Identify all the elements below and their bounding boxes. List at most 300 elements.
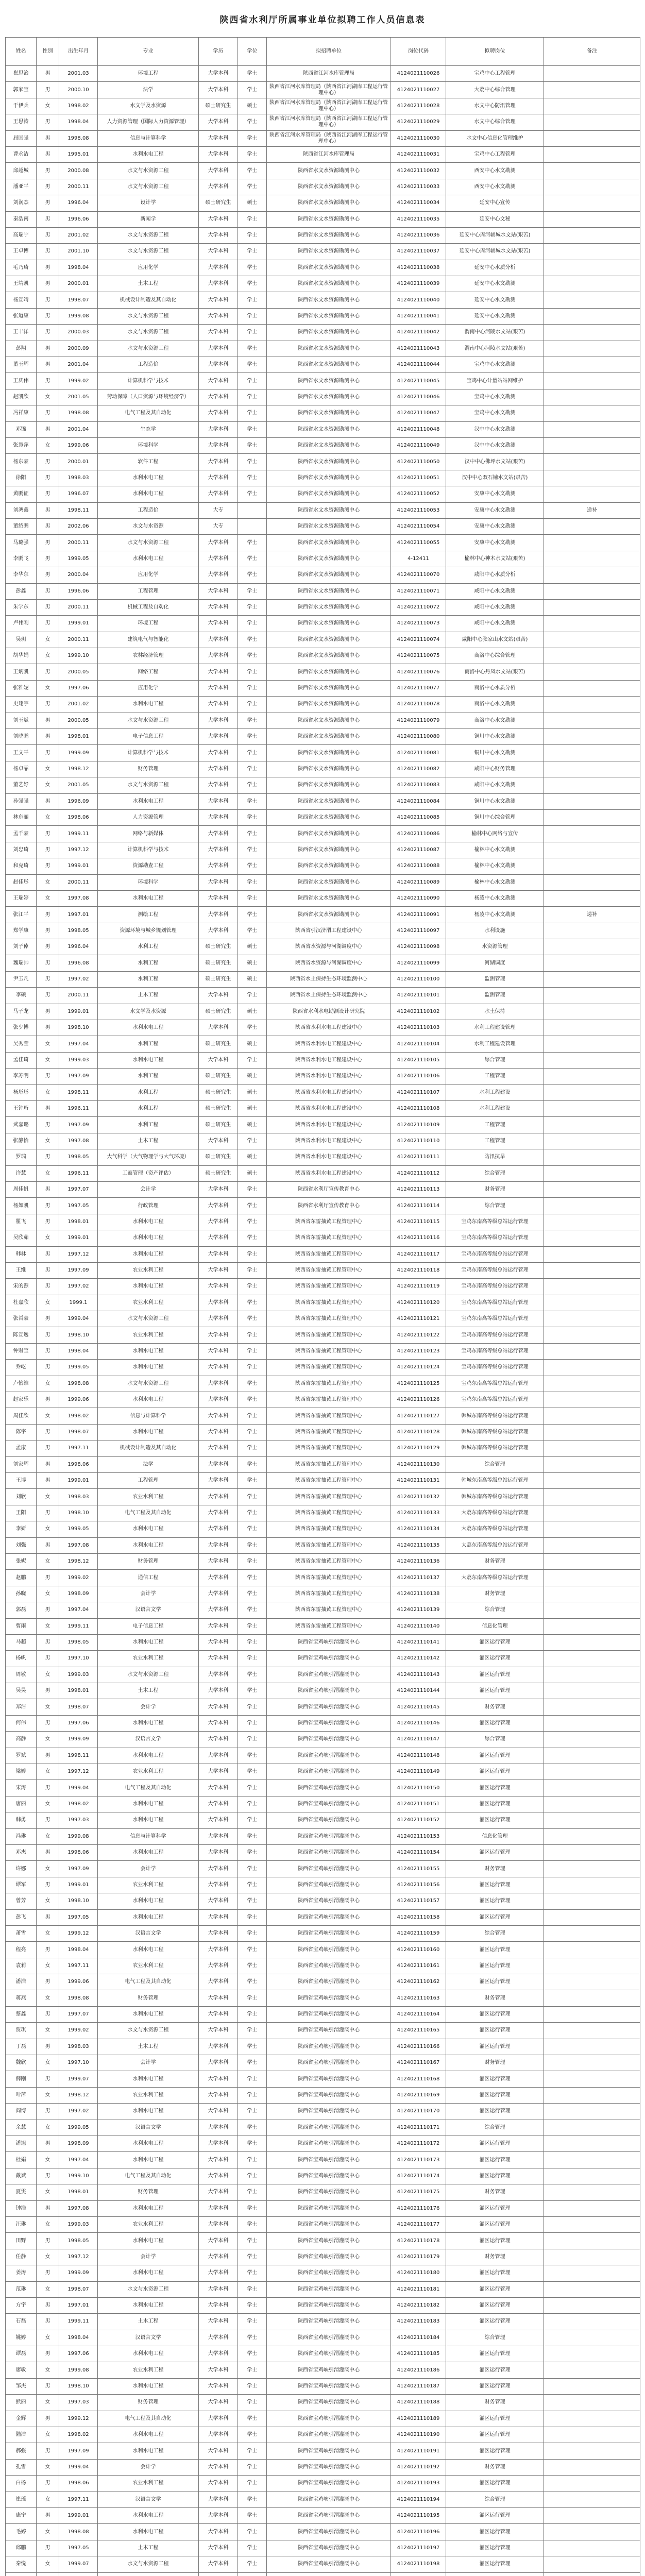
- degree-cell: 学士: [238, 2136, 267, 2152]
- post-code-cell: 4124021110102: [391, 1004, 446, 1020]
- gender-cell: 男: [37, 2265, 59, 2281]
- table-row: [6, 1505, 640, 1521]
- education-cell: 大学本科: [199, 1133, 238, 1149]
- name-cell: 孟佳琦: [6, 1052, 37, 1068]
- degree-cell: 学士: [238, 2443, 267, 2459]
- birth-cell: 1998.02: [59, 1408, 98, 1424]
- table-row: [6, 2136, 640, 2152]
- post-code-cell: 4124021110122: [391, 1327, 446, 1343]
- gender-cell: 男: [37, 1424, 59, 1440]
- remark-cell: [544, 82, 640, 98]
- unit-cell: 陕西省东雷抽黄工程管理中心: [267, 1360, 391, 1376]
- birth-cell: 1998.10: [59, 1505, 98, 1521]
- degree-cell: 学士: [238, 874, 267, 890]
- table-row: [6, 1958, 640, 1974]
- birth-cell: 1998.12: [59, 1553, 98, 1569]
- education-cell: 大学本科: [199, 244, 238, 260]
- unit-cell: 陕西省东雷抽黄工程管理中心: [267, 1392, 391, 1408]
- education-cell: 大学本科: [199, 2249, 238, 2265]
- remark-cell: [544, 1456, 640, 1472]
- remark-cell: [544, 1036, 640, 1052]
- table-row: [6, 2362, 640, 2378]
- table-row: [6, 195, 640, 211]
- unit-cell: 陕西省东雷抽黄工程管理中心: [267, 1327, 391, 1343]
- degree-cell: 学士: [238, 1683, 267, 1699]
- post-code-cell: 4124021110160: [391, 1942, 446, 1958]
- birth-cell: 2001.03: [59, 66, 98, 82]
- major-cell: 土木工程: [98, 2039, 199, 2055]
- post-cell: 财务管理: [446, 2055, 544, 2071]
- name-cell: 李妍: [6, 1521, 37, 1537]
- post-cell: 财务管理: [446, 2459, 544, 2475]
- table-row: [6, 858, 640, 874]
- table-row: [6, 1214, 640, 1230]
- degree-cell: 硕士: [238, 1117, 267, 1133]
- post-cell: 财务管理: [446, 1990, 544, 2006]
- table-row: [6, 2556, 640, 2572]
- name-cell: 赵佳彤: [6, 874, 37, 890]
- major-cell: 水利水电工程: [98, 1246, 199, 1262]
- education-cell: 大学本科: [199, 680, 238, 696]
- birth-cell: 2000.11: [59, 535, 98, 551]
- unit-cell: 陕西省水文水资源勘测中心: [267, 761, 391, 777]
- gender-cell: 男: [37, 1440, 59, 1456]
- major-cell: 会计学: [98, 1586, 199, 1602]
- remark-cell: [544, 1408, 640, 1424]
- table-row: [6, 1036, 640, 1052]
- table-row: [6, 826, 640, 842]
- table-row: [6, 405, 640, 421]
- header-birth: 出生年月: [59, 38, 98, 66]
- post-code-cell: 4124021110148: [391, 1748, 446, 1764]
- remark-cell: [544, 1230, 640, 1246]
- table-row: [6, 130, 640, 146]
- post-cell: 综合管理: [446, 1198, 544, 1214]
- gender-cell: 女: [37, 2184, 59, 2200]
- name-cell: 田野: [6, 2233, 37, 2249]
- degree-cell: 学士: [238, 2297, 267, 2313]
- post-cell: 财务管理: [446, 2184, 544, 2200]
- name-cell: 彭飞: [6, 1909, 37, 1925]
- major-cell: 水利水电工程: [98, 1909, 199, 1925]
- birth-cell: 1998.01: [59, 1683, 98, 1699]
- degree-cell: 学士: [238, 648, 267, 664]
- education-cell: 大学本科: [199, 211, 238, 227]
- unit-cell: 陕西省宝鸡峡引渭灌溉中心: [267, 1893, 391, 1909]
- birth-cell: 1999.06: [59, 437, 98, 453]
- major-cell: 工程造价: [98, 357, 199, 373]
- birth-cell: 2000.04: [59, 567, 98, 583]
- education-cell: 大学本科: [199, 1181, 238, 1197]
- table-row: [6, 1020, 640, 1036]
- post-cell: 韩城东南高等级总站运行管理: [446, 1424, 544, 1440]
- post-cell: 灌区运行管理: [446, 1893, 544, 1909]
- degree-cell: 学士: [238, 551, 267, 567]
- post-code-cell: 4124021110041: [391, 308, 446, 324]
- remark-cell: [544, 616, 640, 632]
- education-cell: 大学本科: [199, 809, 238, 825]
- remark-cell: [544, 292, 640, 308]
- gender-cell: 男: [37, 939, 59, 955]
- major-cell: 汉语言文学: [98, 1925, 199, 1941]
- major-cell: 水利水电工程: [98, 2006, 199, 2022]
- degree-cell: 学士: [238, 2265, 267, 2281]
- unit-cell: 陕西省宝鸡峡引渭灌溉中心: [267, 1699, 391, 1715]
- gender-cell: 男: [37, 2233, 59, 2249]
- post-cell: 灌区运行管理: [446, 2071, 544, 2087]
- major-cell: 新闻学: [98, 211, 199, 227]
- birth-cell: 1999.03: [59, 2216, 98, 2232]
- post-cell: 综合管理: [446, 2120, 544, 2136]
- education-cell: 大学本科: [199, 341, 238, 357]
- unit-cell: 陕西省水文水资源勘测中心: [267, 777, 391, 793]
- major-cell: 水利水电工程: [98, 1343, 199, 1359]
- table-row: [6, 2023, 640, 2039]
- name-cell: 蒋燕: [6, 1990, 37, 2006]
- unit-cell: 陕西省水文水资源勘测中心: [267, 616, 391, 632]
- gender-cell: 男: [37, 842, 59, 858]
- gender-cell: 男: [37, 373, 59, 389]
- table-row: [6, 1667, 640, 1683]
- education-cell: 大学本科: [199, 1732, 238, 1748]
- post-code-cell: 4124021110139: [391, 1602, 446, 1618]
- degree-cell: 硕士: [238, 1004, 267, 1020]
- post-cell: 水文中心综合管理: [446, 114, 544, 130]
- post-code-cell: 4124021110108: [391, 1101, 446, 1117]
- degree-cell: 学士: [238, 2104, 267, 2120]
- gender-cell: 男: [37, 664, 59, 680]
- table-row: [6, 1360, 640, 1376]
- gender-cell: 男: [37, 66, 59, 82]
- post-cell: 灌区运行管理: [446, 2136, 544, 2152]
- unit-cell: 陕西省东雷抽黄工程管理中心: [267, 1521, 391, 1537]
- remark-cell: [544, 1570, 640, 1586]
- post-code-cell: 4124021110195: [391, 2507, 446, 2523]
- birth-cell: 1998.12: [59, 761, 98, 777]
- post-code-cell: 4124021110101: [391, 988, 446, 1004]
- unit-cell: 陕西省宝鸡峡引渭灌溉中心: [267, 2378, 391, 2394]
- post-cell: 韩城东南高等级总站运行管理: [446, 1440, 544, 1456]
- birth-cell: 1996.08: [59, 955, 98, 971]
- degree-cell: 学士: [238, 1715, 267, 1731]
- post-cell: 水利工程建设: [446, 1101, 544, 1117]
- degree-cell: 学士: [238, 2120, 267, 2136]
- degree-cell: 学士: [238, 2507, 267, 2523]
- gender-cell: 女: [37, 2330, 59, 2346]
- post-cell: 信息化管理: [446, 1618, 544, 1634]
- post-cell: 灌区运行管理: [446, 1909, 544, 1925]
- gender-cell: 女: [37, 648, 59, 664]
- remark-cell: [544, 1732, 640, 1748]
- post-cell: 灌区运行管理: [446, 2443, 544, 2459]
- table-row: [6, 146, 640, 162]
- birth-cell: 2002.06: [59, 518, 98, 534]
- remark-cell: [544, 518, 640, 534]
- remark-cell: [544, 1925, 640, 1941]
- major-cell: 工商管理（资产评估）: [98, 1165, 199, 1181]
- birth-cell: 1999.09: [59, 745, 98, 761]
- name-cell: 王炳凯: [6, 664, 37, 680]
- unit-cell: 陕西省东雷抽黄工程管理中心: [267, 1311, 391, 1327]
- major-cell: 水利工程: [98, 939, 199, 955]
- remark-cell: [544, 1360, 640, 1376]
- major-cell: 应用化学: [98, 567, 199, 583]
- education-cell: 大学本科: [199, 454, 238, 470]
- post-code-cell: 4124021110163: [391, 1990, 446, 2006]
- remark-cell: [544, 2314, 640, 2330]
- remark-cell: [544, 1586, 640, 1602]
- major-cell: 汉语言文学: [98, 1602, 199, 1618]
- gender-cell: 女: [37, 1732, 59, 1748]
- remark-cell: [544, 2087, 640, 2103]
- education-cell: 大学本科: [199, 1764, 238, 1780]
- post-code-cell: 4124021110166: [391, 2039, 446, 2055]
- header-gender: 性别: [37, 38, 59, 66]
- birth-cell: 1997.05: [59, 1909, 98, 1925]
- post-code-cell: 4124021110090: [391, 890, 446, 906]
- post-cell: 安康中心水文勘测: [446, 502, 544, 518]
- table-row: [6, 1780, 640, 1796]
- post-code-cell: 4124021110187: [391, 2378, 446, 2394]
- major-cell: 环境工程: [98, 616, 199, 632]
- post-cell: 灌区运行管理: [446, 2200, 544, 2216]
- name-cell: [6, 2572, 37, 2576]
- gender-cell: 男: [37, 2314, 59, 2330]
- post-cell: 商洛中心丹凤水文站(艰苦): [446, 664, 544, 680]
- birth-cell: 2000.05: [59, 664, 98, 680]
- gender-cell: 男: [37, 2507, 59, 2523]
- table-row: [6, 1812, 640, 1828]
- post-cell: 灌区运行管理: [446, 2216, 544, 2232]
- post-cell: 综合管理: [446, 1925, 544, 1941]
- major-cell: [98, 2572, 199, 2576]
- post-cell: 宝鸡东南高等级总站运行管理: [446, 1279, 544, 1295]
- birth-cell: 2000.11: [59, 179, 98, 195]
- education-cell: 大学本科: [199, 583, 238, 599]
- table-row: [6, 486, 640, 502]
- post-code-cell: 4124021110107: [391, 1084, 446, 1100]
- name-cell: 杜娟: [6, 2152, 37, 2168]
- major-cell: 水文与水资源工程: [98, 179, 199, 195]
- unit-cell: 陕西省水文水资源勘测中心: [267, 308, 391, 324]
- table-row: [6, 2314, 640, 2330]
- remark-cell: [544, 1748, 640, 1764]
- post-cell: 河湖调度: [446, 955, 544, 971]
- degree-cell: 学士: [238, 2476, 267, 2492]
- document-title: 陕西省水利厅所属事业单位拟聘工作人员信息表: [219, 14, 426, 25]
- name-cell: 刘子倬: [6, 939, 37, 955]
- gender-cell: 女: [37, 389, 59, 405]
- post-code-cell: 4124021110173: [391, 2152, 446, 2168]
- name-cell: 黄鹏征: [6, 486, 37, 502]
- education-cell: 大学本科: [199, 1586, 238, 1602]
- degree-cell: 学士: [238, 2492, 267, 2507]
- gender-cell: 女: [37, 1230, 59, 1246]
- degree-cell: 学士: [238, 1489, 267, 1505]
- major-cell: 电气工程及其自动化: [98, 1780, 199, 1796]
- remark-cell: [544, 227, 640, 243]
- post-code-cell: 4124021110072: [391, 599, 446, 615]
- post-cell: 灌区运行管理: [446, 1877, 544, 1893]
- post-cell: 水文中心信息化管理维护: [446, 130, 544, 146]
- unit-cell: 陕西省宝鸡峡引渭灌溉中心: [267, 1877, 391, 1893]
- degree-cell: 学士: [238, 1651, 267, 1667]
- remark-cell: [544, 2233, 640, 2249]
- remark-cell: [544, 567, 640, 583]
- major-cell: 资源环境与城乡规划管理: [98, 923, 199, 939]
- education-cell: 大学本科: [199, 599, 238, 615]
- post-code-cell: 4124021110121: [391, 1311, 446, 1327]
- major-cell: 电气工程及其自动化: [98, 2411, 199, 2427]
- degree-cell: 硕士: [238, 939, 267, 955]
- birth-cell: 1999.04: [59, 2459, 98, 2475]
- birth-cell: 2000.10: [59, 82, 98, 98]
- remark-cell: [544, 1796, 640, 1812]
- remark-cell: [544, 1942, 640, 1958]
- name-cell: 邱超城: [6, 163, 37, 179]
- degree-cell: 学士: [238, 2281, 267, 2297]
- education-cell: 大学本科: [199, 1489, 238, 1505]
- post-cell: 西安中心水文勘测: [446, 163, 544, 179]
- post-cell: 财务管理: [446, 1586, 544, 1602]
- unit-cell: 陕西省水利水电工程建设中心: [267, 1117, 391, 1133]
- unit-cell: 陕西省东雷抽黄工程管理中心: [267, 1472, 391, 1488]
- remark-cell: [544, 1667, 640, 1683]
- remark-cell: [544, 1505, 640, 1521]
- unit-cell: 陕西省水文水资源勘测中心: [267, 163, 391, 179]
- table-row: [6, 2524, 640, 2540]
- post-code-cell: 4124021110073: [391, 616, 446, 632]
- post-cell: 铜川中心水文勘测: [446, 729, 544, 745]
- name-cell: 姜涛: [6, 2265, 37, 2281]
- unit-cell: 陕西省宝鸡峡引渭灌溉中心: [267, 1942, 391, 1958]
- remark-cell: [544, 163, 640, 179]
- education-cell: 大学本科: [199, 82, 238, 98]
- degree-cell: 学士: [238, 1133, 267, 1149]
- post-code-cell: 4124021110144: [391, 1683, 446, 1699]
- major-cell: 农业水利工程: [98, 2087, 199, 2103]
- post-code-cell: 4124021110161: [391, 1958, 446, 1974]
- name-cell: 秦悦: [6, 2556, 37, 2572]
- major-cell: 水利水电工程: [98, 2507, 199, 2523]
- table-row: [6, 890, 640, 906]
- education-cell: 大学本科: [199, 470, 238, 486]
- gender-cell: 女: [37, 2152, 59, 2168]
- major-cell: 环境工程: [98, 66, 199, 82]
- birth-cell: 2000.11: [59, 988, 98, 1004]
- remark-cell: [544, 599, 640, 615]
- unit-cell: 陕西省宝鸡峡引渭灌溉中心: [267, 1909, 391, 1925]
- remark-cell: [544, 98, 640, 114]
- post-code-cell: 4124021110112: [391, 1165, 446, 1181]
- post-cell: 大荔中心综合管理: [446, 82, 544, 98]
- gender-cell: 男: [37, 713, 59, 728]
- remark-cell: [544, 955, 640, 971]
- education-cell: 大学本科: [199, 1408, 238, 1424]
- birth-cell: 1998.06: [59, 2476, 98, 2492]
- unit-cell: 陕西省水文水资源勘测中心: [267, 664, 391, 680]
- education-cell: 大学本科: [199, 1958, 238, 1974]
- education-cell: 大学本科: [199, 1214, 238, 1230]
- remark-cell: [544, 2556, 640, 2572]
- table-row: [6, 988, 640, 1004]
- table-row: [6, 616, 640, 632]
- unit-cell: 陕西省东雷抽黄工程管理中心: [267, 1537, 391, 1553]
- name-cell: 刘家辉: [6, 1456, 37, 1472]
- remark-cell: [544, 1893, 640, 1909]
- education-cell: 大学本科: [199, 2492, 238, 2507]
- major-cell: 水利工程: [98, 1084, 199, 1100]
- name-cell: 刘忠琦: [6, 842, 37, 858]
- post-cell: 综合管理: [446, 1165, 544, 1181]
- remark-cell: [544, 2055, 640, 2071]
- name-cell: 潘旭: [6, 2136, 37, 2152]
- education-cell: 硕士研究生: [199, 1004, 238, 1020]
- birth-cell: 1998.03: [59, 470, 98, 486]
- remark-cell: [544, 2200, 640, 2216]
- name-cell: 许娜: [6, 1861, 37, 1877]
- remark-cell: [544, 1877, 640, 1893]
- major-cell: 水利工程: [98, 1117, 199, 1133]
- unit-cell: 陕西省水利厅宣传教育中心: [267, 1181, 391, 1197]
- name-cell: 刘鸿鑫: [6, 502, 37, 518]
- gender-cell: 女: [37, 680, 59, 696]
- unit-cell: 陕西省水资源与河湖调度中心: [267, 939, 391, 955]
- unit-cell: 陕西省宝鸡峡引渭灌溉中心: [267, 2249, 391, 2265]
- major-cell: 会计学: [98, 1699, 199, 1715]
- remark-cell: [544, 2459, 640, 2475]
- remark-cell: [544, 1424, 640, 1440]
- remark-cell: [544, 1764, 640, 1780]
- post-cell: 杨凌中心水文勘测: [446, 890, 544, 906]
- degree-cell: 学士: [238, 2346, 267, 2362]
- gender-cell: 男: [37, 195, 59, 211]
- degree-cell: 学士: [238, 1796, 267, 1812]
- table-row: [6, 2265, 640, 2281]
- table-row: [6, 2427, 640, 2443]
- education-cell: 大学本科: [199, 2281, 238, 2297]
- degree-cell: 硕士: [238, 1101, 267, 1117]
- gender-cell: 男: [37, 130, 59, 146]
- name-cell: 高瑞宁: [6, 227, 37, 243]
- post-code-cell: 4124021110135: [391, 1537, 446, 1553]
- remark-cell: [544, 2216, 640, 2232]
- degree-cell: 硕士: [238, 1069, 267, 1084]
- post-cell: 综合管理: [446, 1732, 544, 1748]
- degree-cell: 学士: [238, 1861, 267, 1877]
- name-cell: 杨卓霏: [6, 761, 37, 777]
- name-cell: 魏瑞帅: [6, 955, 37, 971]
- degree-cell: 学士: [238, 2411, 267, 2427]
- gender-cell: 男: [37, 1262, 59, 1278]
- table-row: [6, 437, 640, 453]
- major-cell: 资源勘查工程: [98, 858, 199, 874]
- table-row: [6, 276, 640, 292]
- birth-cell: 1996.11: [59, 1101, 98, 1117]
- education-cell: 大学本科: [199, 777, 238, 793]
- remark-cell: [544, 729, 640, 745]
- degree-cell: 硕士: [238, 955, 267, 971]
- remark-cell: [544, 1149, 640, 1165]
- education-cell: 大学本科: [199, 2411, 238, 2427]
- post-code-cell: 4124021110070: [391, 567, 446, 583]
- birth-cell: 1998.08: [59, 1376, 98, 1392]
- birth-cell: 1998.05: [59, 1634, 98, 1650]
- major-cell: 财务管理: [98, 1990, 199, 2006]
- unit-cell: 陕西省水文水资源勘测中心: [267, 745, 391, 761]
- name-cell: 余慧: [6, 2120, 37, 2136]
- unit-cell: 陕西省水文水资源勘测中心: [267, 341, 391, 357]
